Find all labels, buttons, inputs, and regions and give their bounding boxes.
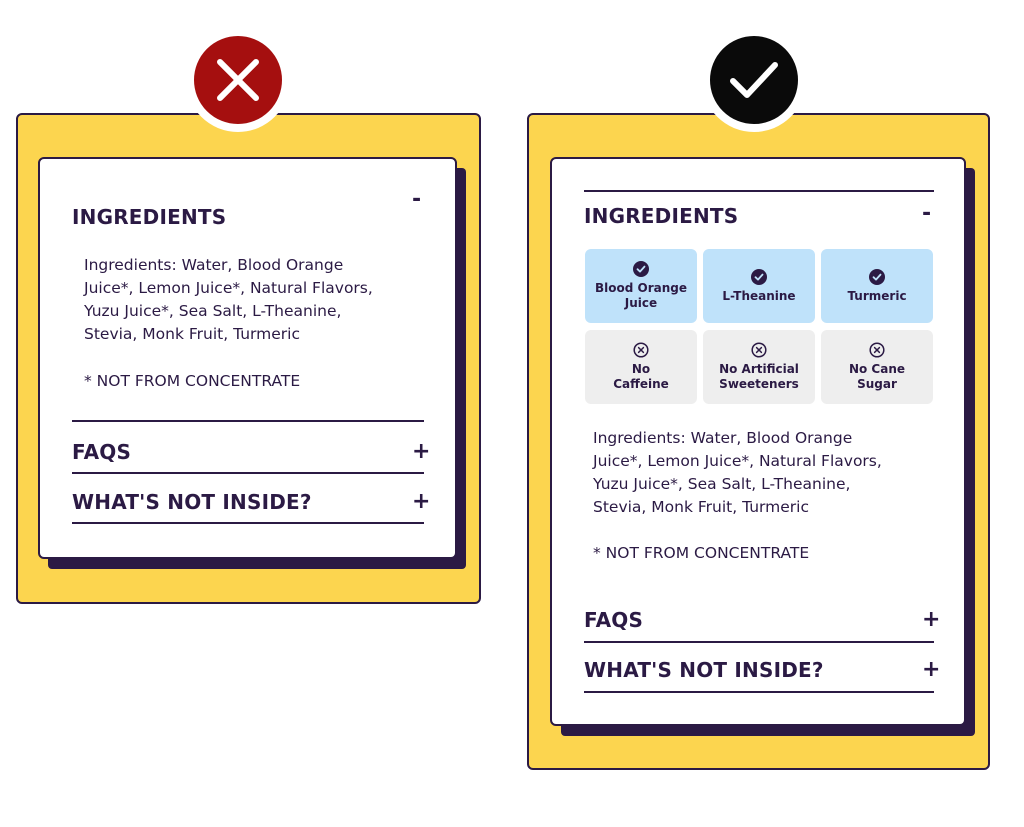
divider bbox=[72, 420, 424, 422]
divider bbox=[72, 472, 424, 474]
divider bbox=[584, 691, 934, 693]
good-example-badge bbox=[702, 28, 806, 132]
expand-icon[interactable]: + bbox=[412, 439, 431, 464]
expand-icon[interactable]: + bbox=[412, 489, 431, 514]
bad-example-badge bbox=[186, 28, 290, 132]
good-example-card bbox=[550, 157, 966, 726]
tile-label: L-Theanine bbox=[722, 288, 796, 303]
ingredients-line: Ingredients: Water, Blood Orange bbox=[84, 256, 344, 274]
collapse-icon[interactable]: - bbox=[412, 187, 422, 212]
x-mark-icon bbox=[212, 54, 264, 106]
divider bbox=[584, 190, 934, 192]
included-ingredient-tile bbox=[703, 249, 815, 323]
expand-icon[interactable]: + bbox=[922, 607, 941, 632]
faqs-header[interactable]: FAQS bbox=[584, 608, 644, 632]
check-circle-icon bbox=[869, 269, 885, 285]
check-circle-icon bbox=[633, 261, 649, 277]
bad-example-card bbox=[38, 157, 457, 559]
tile-label: No Caffeine bbox=[613, 362, 669, 391]
included-ingredient-tile bbox=[585, 249, 697, 323]
ingredients-line: Yuzu Juice*, Sea Salt, L-Theanine, bbox=[593, 475, 851, 493]
tile-label: Blood Orange Juice bbox=[594, 281, 687, 310]
ingredients-text bbox=[593, 427, 882, 519]
x-circle-icon bbox=[869, 342, 885, 358]
concentrate-footnote: * NOT FROM CONCENTRATE bbox=[593, 544, 810, 562]
tile-label: No Cane Sugar bbox=[848, 362, 906, 391]
ingredients-line: Ingredients: Water, Blood Orange bbox=[593, 429, 853, 447]
tile-label: Turmeric bbox=[847, 288, 907, 303]
whats-not-inside-header[interactable]: WHAT'S NOT INSIDE? bbox=[72, 490, 312, 514]
expand-icon[interactable]: + bbox=[922, 657, 941, 682]
ingredients-text bbox=[84, 254, 373, 346]
ingredients-line: Stevia, Monk Fruit, Turmeric bbox=[593, 498, 809, 516]
collapse-icon[interactable]: - bbox=[922, 201, 932, 226]
tile-label: No Artificial Sweeteners bbox=[719, 362, 799, 391]
whats-not-inside-header[interactable]: WHAT'S NOT INSIDE? bbox=[584, 658, 824, 682]
divider bbox=[72, 522, 424, 524]
faqs-header[interactable]: FAQS bbox=[72, 440, 132, 464]
ingredients-line: Juice*, Lemon Juice*, Natural Flavors, bbox=[593, 452, 882, 470]
included-ingredient-tile bbox=[821, 249, 933, 323]
excluded-ingredient-tile bbox=[585, 330, 697, 404]
divider bbox=[584, 641, 934, 643]
x-circle-icon bbox=[633, 342, 649, 358]
ingredients-header[interactable]: INGREDIENTS bbox=[584, 204, 739, 228]
excluded-ingredient-tile bbox=[821, 330, 933, 404]
ingredients-line: Juice*, Lemon Juice*, Natural Flavors, bbox=[84, 279, 373, 297]
concentrate-footnote: * NOT FROM CONCENTRATE bbox=[84, 372, 301, 390]
check-circle-icon bbox=[751, 269, 767, 285]
x-circle-icon bbox=[751, 342, 767, 358]
check-mark-icon bbox=[728, 54, 780, 106]
ingredients-header[interactable]: INGREDIENTS bbox=[72, 205, 227, 229]
ingredients-line: Stevia, Monk Fruit, Turmeric bbox=[84, 325, 300, 343]
excluded-ingredient-tile bbox=[703, 330, 815, 404]
ingredients-line: Yuzu Juice*, Sea Salt, L-Theanine, bbox=[84, 302, 342, 320]
